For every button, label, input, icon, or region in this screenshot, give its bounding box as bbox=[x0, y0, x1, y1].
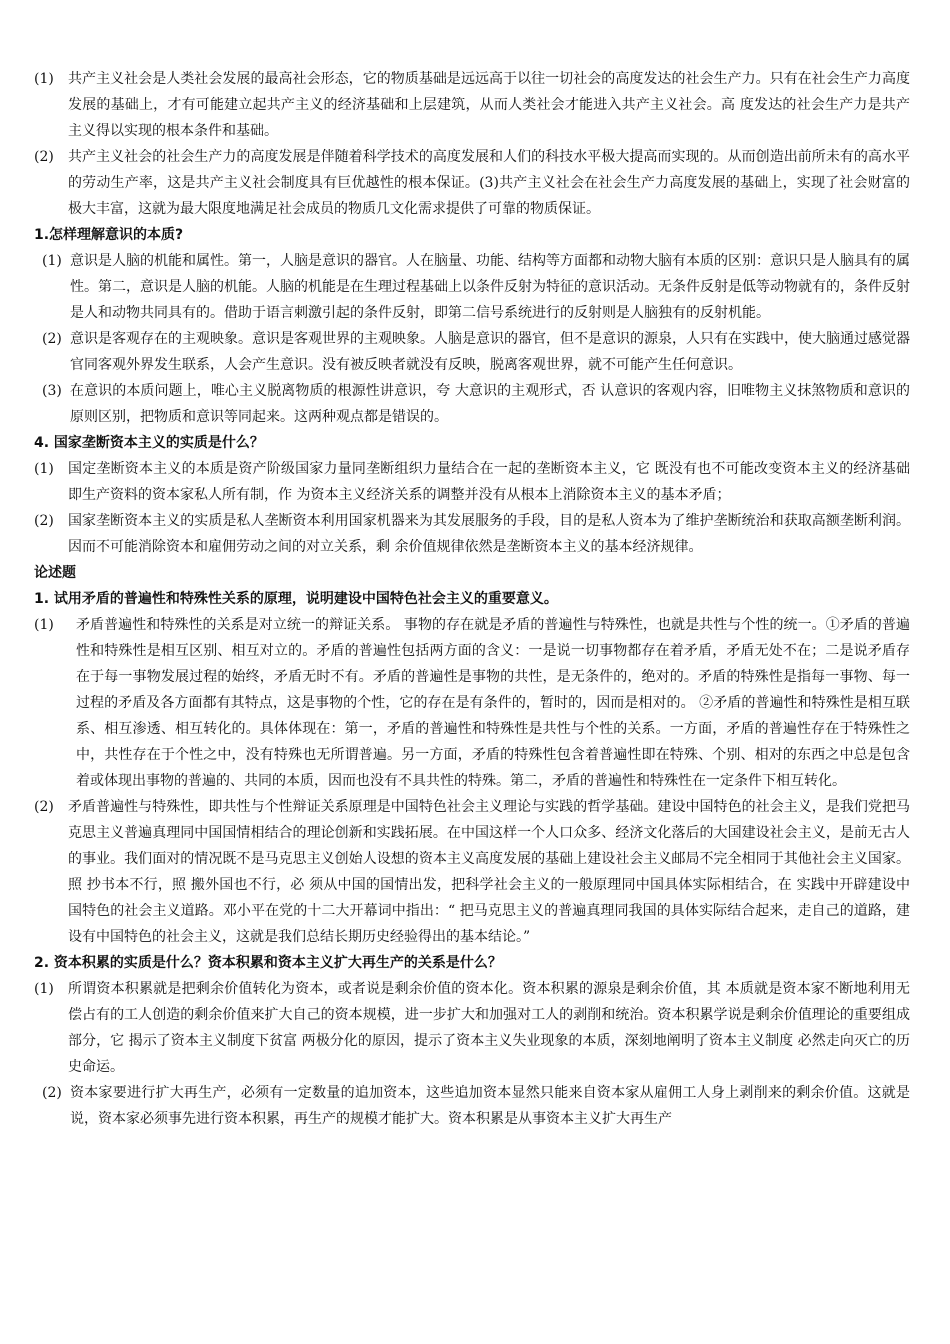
answer-paragraph bbox=[34, 456, 910, 508]
answer-paragraph bbox=[34, 66, 910, 144]
paragraph-text: 共产主义社会是人类社会发展的最高社会形态，它的物质基础是远远高于以往一切社会的高度发达的社会生产力。只有在社会生产力高度发展的基础上，才有可能建立起共产主义的经济基础和上层建筑，从而人类社会才能进入共产主义社会。高 度发达的社会生产力是共产主义得以实现的根本条件和基础。 bbox=[68, 71, 910, 139]
answer-paragraph bbox=[34, 144, 910, 222]
paragraph-text: 意识是人脑的机能和属性。第一，人脑是意识的器官。人在脑量、功能、结构等方面都和动物大脑有本质的区别：意识只是人脑具有的属性。第二，意识是人脑的机能。人脑的机能是在生理过程基础上以条件反射为特征的意识活动。无条件反射是低等动物就有的，条件反射是人和动物共同具有的。借助于语言刺激引起的条件反射，即第二信号系统进行的反射则是人脑独有的反射机能。 bbox=[70, 253, 910, 321]
paragraph-text: 所谓资本积累就是把剩余价值转化为资本，或者说是剩余价值的资本化。资本积累的源泉是剩余价值，其 本质就是资本家不断地利用无偿占有的工人创造的剩余价值来扩大自己的资本规模，进一步扩大和加强对工人的剥削和统治。资本积累学说是剩余价值理论的重要组成部分，它 揭示了资本主义制度下贫富 两极分化的原因，提示了资本主义失业现象的本质，深刻地阐明了资本主义制度 必然走向灭亡的历史命运。 bbox=[68, 981, 910, 1075]
paragraph-text: 意识是客观存在的主观映象。意识是客观世界的主观映象。人脑是意识的器官，但不是意识的源泉，人只有在实践中，使大脑通过感觉器官同客观外界发生联系，人会产生意识。没有被反映者就没有反映，脱离客观世界，就不可能产生任何意识。 bbox=[70, 331, 910, 373]
paragraph-text: 国家垄断资本主义的实质是私人垄断资本利用国家机器来为其发展服务的手段，目的是私人资本为了维护垄断统治和获取高额垄断利润。因而不可能消除资本和雇佣劳动之间的对立关系，剩 余价值规律依然是垄断资本主义的基本经济规律。 bbox=[68, 513, 910, 555]
paragraph-text: 共产主义社会的社会生产力的高度发展是伴随着科学技术的高度发展和人们的科技水平极大提高而实现的。从而创造出前所未有的高水平的劳动生产率，这是共产主义社会制度具有巨优越性的根本保证。(3)共产主义社会在社会生产力高度发展的基础上，实现了社会财富的极大丰富，这就为最大限度地满足社会成员的物质几文化需求提供了可靠的物质保证。 bbox=[68, 149, 910, 217]
item-number: (2) bbox=[42, 1085, 62, 1101]
answer-paragraph bbox=[34, 326, 910, 378]
question-heading: 1. 试用矛盾的普遍性和特殊性关系的原理，说明建设中国特色社会主义的重要意义。 bbox=[34, 591, 558, 607]
answer-paragraph bbox=[34, 378, 910, 430]
paragraph-text: 矛盾普遍性和特殊性的关系是对立统一的辩证关系。 事物的存在就是矛盾的普遍性与特殊性，也就是共性与个性的统一。①矛盾的普遍性和特殊性是相互区别、相互对立的。矛盾的普遍性包括两方面的含义：一是说一切事物都存在着矛盾，矛盾无处不在；二是说矛盾存在于每一事物发展过程的始终，矛盾无时不有。矛盾的普遍性是事物的共性，是无条件的，绝对的。矛盾的特殊性是指每一事物、每一过程的矛盾及各方面都有其特点，这是事物的个性，它的存在是有条件的，暂时的，因而是相对的。 ②矛盾的普遍性和特殊性是相互联系、相互渗透、相互转化的。具体体现在：第一，矛盾的普遍性和特殊性是共性与个性的关系。一方面，矛盾的普遍性存在于特殊性之中，共性存在于个性之中，没有特殊也无所谓普遍。另一方面，矛盾的特殊性包含着普遍性即在特殊、个别、相对的东西之中总是包含着或体现出事物的普遍的、共同的本质，因而也没有不具共性的特殊。第二，矛盾的普遍性和特殊性在一定条件下相互转化。 bbox=[76, 617, 910, 789]
item-number: (2) bbox=[34, 513, 54, 529]
item-number: (1) bbox=[34, 71, 54, 87]
item-number: (1) bbox=[42, 253, 62, 269]
paragraph-text: 资本家要进行扩大再生产，必须有一定数量的追加资本，这些追加资本显然只能来自资本家从雇佣工人身上剥削来的剩余价值。这就是说，资本家必须事先进行资本积累，再生产的规模才能扩大。资本积累是从事资本主义扩大再生产 bbox=[70, 1085, 910, 1127]
item-number: (3) bbox=[42, 383, 62, 399]
answer-paragraph bbox=[34, 508, 910, 560]
answer-paragraph bbox=[34, 248, 910, 326]
question-heading: 1.怎样理解意识的本质? bbox=[34, 227, 184, 243]
answer-paragraph bbox=[34, 1080, 910, 1132]
item-number: (1) bbox=[34, 981, 54, 997]
answer-paragraph bbox=[34, 794, 910, 950]
item-number: (2) bbox=[34, 799, 54, 815]
paragraph-text: 矛盾普遍性与特殊性，即共性与个性辩证关系原理是中国特色社会主义理论与实践的哲学基础。建设中国特色的社会主义，是我们党把马克思主义普遍真理同中国国情相结合的理论创新和实践拓展。在中国这样一个人口众多、经济文化落后的大国建设社会主义，是前无古人的事业。我们面对的情况既不是马克思主义创始人设想的资本主义高度发展的基础上建设社会主义邮局不完全相同于其他社会主义国家。照 抄书本不行，照 搬外国也不行，必 须从中国的国情出发，把科学社会主义的一般原理同中国具体实际相结合，在 实践中开辟建设中国特色的社会主义道路。邓小平在党的十二大开幕词中指出：“ 把马克思主义的普遍真理同我国的具体实际结合起来，走自己的道路，建设有中国特色的社会主义，这就是我们总结长期历史经验得出的基本结论。” bbox=[68, 799, 910, 945]
question-heading: 4. 国家垄断资本主义的实质是什么？ bbox=[34, 435, 264, 451]
paragraph-text: 在意识的本质问题上，唯心主义脱离物质的根源性讲意识，夸 大意识的主观形式，否 认意识的客观内容，旧唯物主义抹煞物质和意识的原则区别，把物质和意识等同起来。这两种观点都是错误的。 bbox=[70, 383, 910, 425]
item-number: (1) bbox=[34, 617, 54, 633]
answer-paragraph bbox=[34, 976, 910, 1080]
item-number: (2) bbox=[34, 149, 54, 165]
paragraph-text: 国定垄断资本主义的本质是资产阶级国家力量同垄断组织力量结合在一起的垄断资本主义，它 既没有也不可能改变资本主义的经济基础即生产资料的资本家私人所有制，作 为资本主义经济关系的调整并没有从根本上消除资本主义的基本矛盾； bbox=[68, 461, 910, 503]
section-heading: 论述题 bbox=[34, 565, 76, 581]
answer-paragraph bbox=[34, 612, 910, 794]
item-number: (1) bbox=[34, 461, 54, 477]
item-number: (2) bbox=[42, 331, 62, 347]
question-heading: 2. 资本积累的实质是什么？资本积累和资本主义扩大再生产的关系是什么？ bbox=[34, 955, 502, 971]
